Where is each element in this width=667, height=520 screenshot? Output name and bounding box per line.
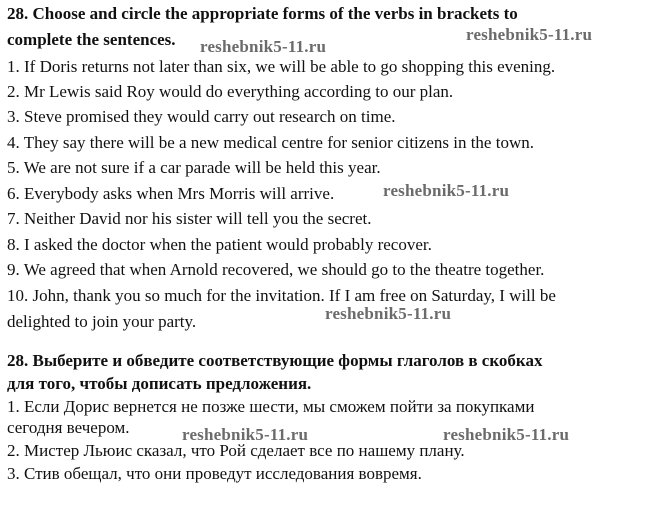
sentence-ru-1: 1. Если Дорис вернется не позже шести, мы сможем пойти за покупками [7, 397, 535, 416]
sentence-en-9: 9. We agreed that when Arnold recovered, we should go to the theatre together. [7, 260, 545, 279]
sentence-en-6: 6. Everybody asks when Mrs Morris will arrive. [7, 184, 335, 203]
sentence-en-2: 2. Mr Lewis said Roy would do everything according to our plan. [7, 82, 454, 101]
sentence-ru-2: 2. Мистер Льюис сказал, что Рой сделает все по нашему плану. [7, 441, 465, 460]
watermark: reshebnik5-11.ru [182, 425, 309, 444]
sentence-en-8: 8. I asked the doctor when the patient would probably recover. [7, 235, 432, 254]
watermark: reshebnik5-11.ru [325, 304, 452, 323]
watermark: reshebnik5-11.ru [200, 37, 327, 56]
sentence-en-1: 1. If Doris returns not later than six, we will be able to go shopping this evening. [7, 57, 556, 76]
watermark: reshebnik5-11.ru [443, 425, 570, 444]
sentence-ru-3: 3. Стив обещал, что они проведут исследования вовремя. [7, 464, 422, 483]
watermark: reshebnik5-11.ru [383, 181, 510, 200]
sentence-en-3: 3. Steve promised they would carry out research on time. [7, 107, 396, 126]
exercise-title-en-cont: complete the sentences. [7, 30, 176, 49]
sentence-en-10: 10. John, thank you so much for the invitation. If I am free on Saturday, I will be [7, 286, 556, 305]
sentence-ru-1-cont: сегодня вечером. [7, 418, 130, 437]
sentence-en-5: 5. We are not sure if a car parade will be held this year. [7, 158, 381, 177]
exercise-title-ru-cont: для того, чтобы дописать предложения. [7, 374, 312, 393]
sentence-en-10-cont: delighted to join your party. [7, 312, 197, 331]
sentence-en-7: 7. Neither David nor his sister will tell you the secret. [7, 209, 372, 228]
watermark: reshebnik5-11.ru [466, 25, 593, 44]
sentence-en-4: 4. They say there will be a new medical centre for senior citizens in the town. [7, 133, 534, 152]
exercise-title-ru: 28. Выберите и обведите соответствующие формы глаголов в скобках [7, 351, 543, 370]
exercise-title-en: 28. Choose and circle the appropriate forms of the verbs in brackets to [7, 4, 518, 23]
